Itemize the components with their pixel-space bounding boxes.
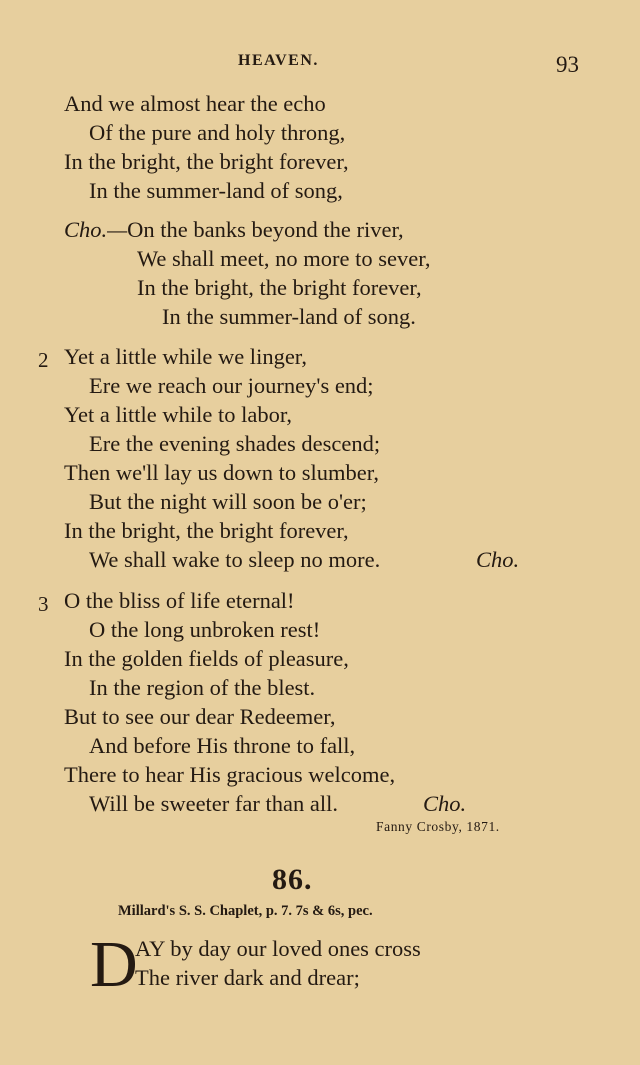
verse-line: Of the pure and holy throng, — [89, 120, 346, 145]
chorus-line: We shall meet, no more to sever, — [137, 246, 431, 271]
verse-line: And before His throne to fall, — [89, 733, 356, 758]
chorus-cue: Cho. — [423, 791, 467, 816]
running-header: HEAVEN. — [238, 52, 319, 69]
chorus-label: Cho.— — [64, 217, 128, 242]
verse-line: But to see our dear Redeemer, — [64, 704, 336, 729]
verse-line: In the bright, the bright forever, — [64, 518, 349, 543]
hymn-number: 86. — [272, 863, 313, 896]
verse-line: But the night will soon be o'er; — [89, 489, 367, 514]
verse-line: We shall wake to sleep no more. — [89, 547, 381, 572]
chorus-line: In the summer-land of song. — [162, 304, 416, 329]
verse-line: Will be sweeter far than all. — [89, 791, 338, 816]
chorus-cue: Cho. — [476, 547, 520, 572]
verse-line: Yet a little while to labor, — [64, 402, 293, 427]
verse-line: Yet a little while we linger, — [64, 344, 308, 369]
verse-line: Ere the evening shades descend; — [89, 431, 381, 456]
verse-line: In the region of the blest. — [89, 675, 316, 700]
stanza-number: 2 — [38, 348, 49, 372]
verse-line: In the bright, the bright forever, — [64, 149, 349, 174]
verse-line: Ere we reach our journey's end; — [89, 373, 374, 398]
stanza-number: 3 — [38, 592, 49, 616]
chorus-line: Cho.—On the banks beyond the river, — [64, 217, 404, 242]
verse-line: There to hear His gracious welcome, — [64, 762, 396, 787]
chorus-line: In the bright, the bright forever, — [137, 275, 422, 300]
verse-line: AY by day our loved ones cross — [135, 936, 421, 961]
verse-line: O the bliss of life eternal! — [64, 588, 295, 613]
verse-line: Then we'll lay us down to slumber, — [64, 460, 379, 485]
verse-line: The river dark and drear; — [135, 965, 360, 990]
tune-source-meta: Millard's S. S. Chaplet, p. 7. 7s & 6s, pec. — [118, 903, 373, 919]
page-number: 93 — [556, 52, 579, 77]
author-credit: Fanny Crosby, 1871. — [376, 819, 500, 834]
verse-line: O the long unbroken rest! — [89, 617, 321, 642]
verse-line: In the golden fields of pleasure, — [64, 646, 349, 671]
verse-line: In the summer-land of song, — [89, 178, 343, 203]
drop-cap: D — [90, 928, 138, 1001]
verse-line: And we almost hear the echo — [64, 91, 326, 116]
